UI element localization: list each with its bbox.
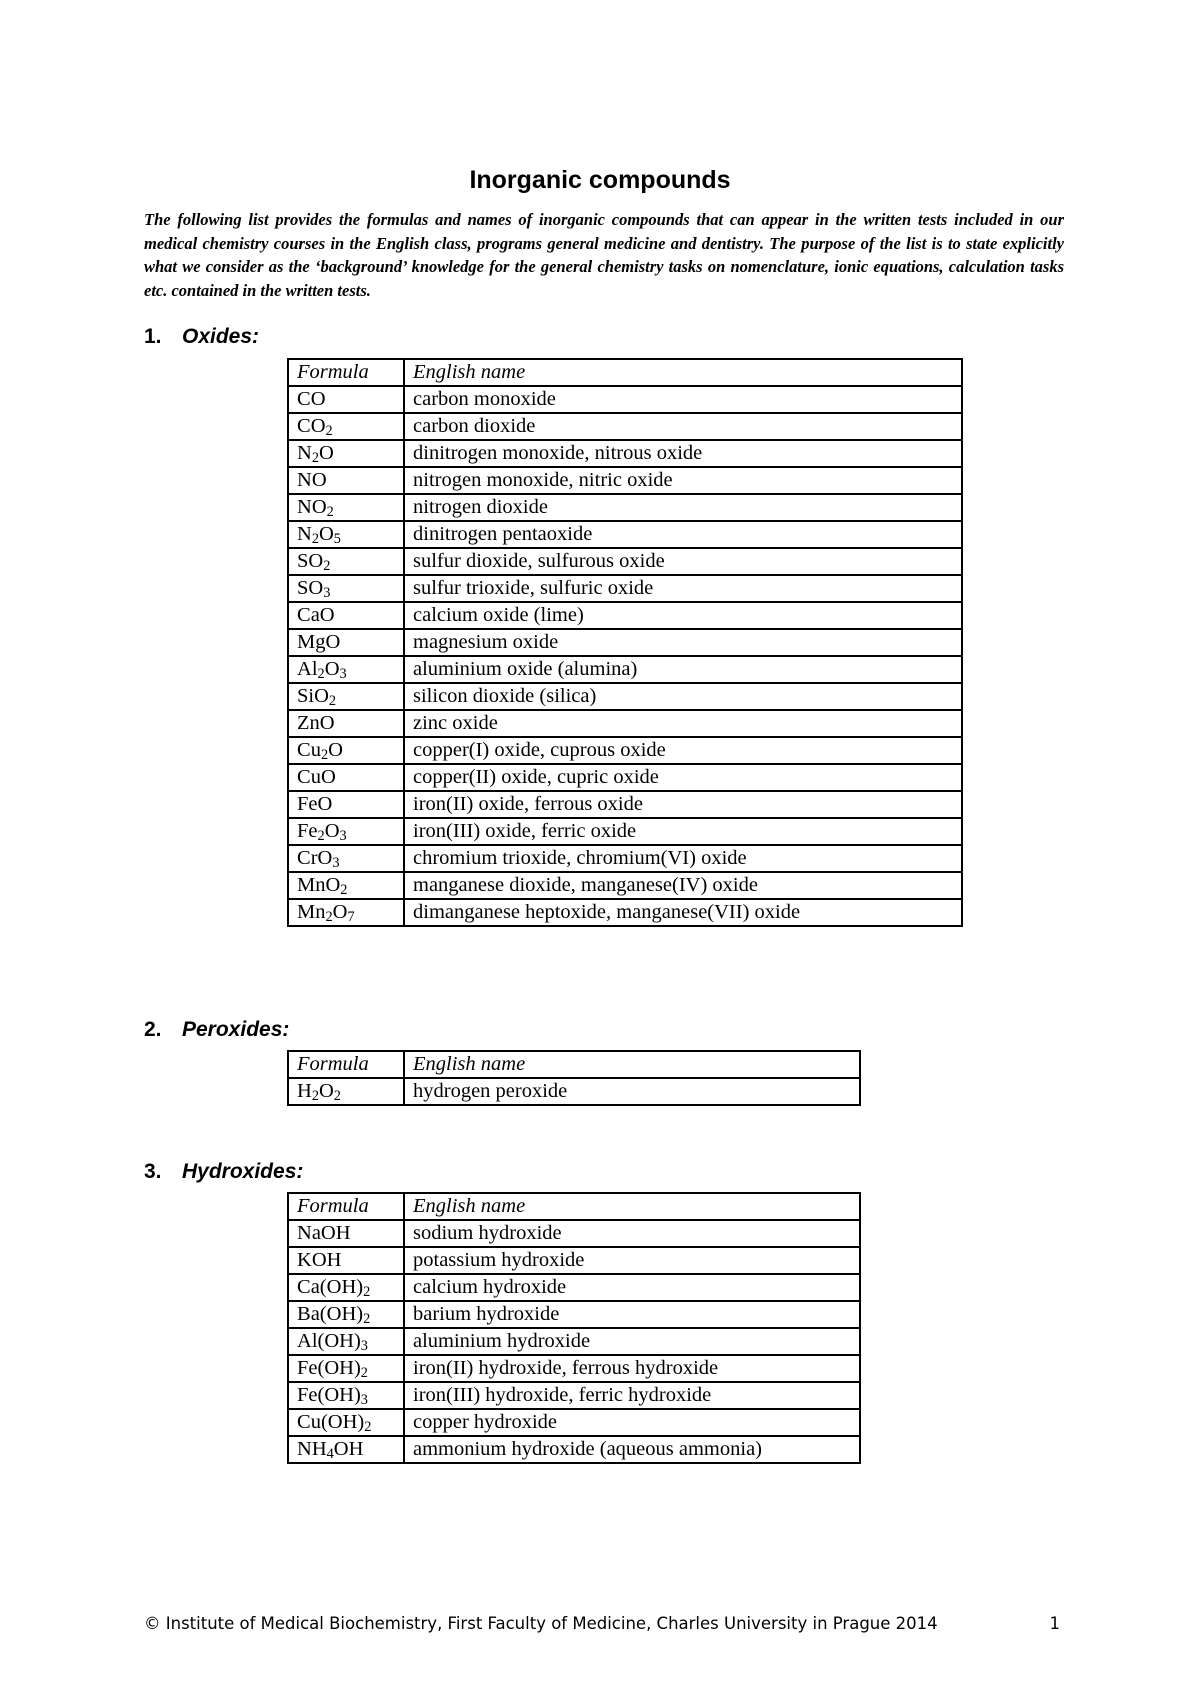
table-row xyxy=(288,1301,860,1328)
name-cell: carbon dioxide xyxy=(404,413,962,440)
page-footer xyxy=(144,1614,1064,1633)
name-cell: iron(II) oxide, ferrous oxide xyxy=(404,791,962,818)
formula-cell: $Ca(OH)_2$ xyxy=(288,1274,404,1301)
table-row xyxy=(288,764,962,791)
table-row xyxy=(288,548,962,575)
copyright-text: © Institute of Medical Biochemistry, First Faculty of Medicine, Charles University in Prague 2014 xyxy=(144,1614,938,1633)
name-cell: magnesium oxide xyxy=(404,629,962,656)
formula-cell: $NH_4OH$ xyxy=(288,1436,404,1463)
name-cell: carbon monoxide xyxy=(404,386,962,413)
table-row xyxy=(288,1409,860,1436)
name-cell: sodium hydroxide xyxy=(404,1220,860,1247)
name-cell: ammonium hydroxide (aqueous ammonia) xyxy=(404,1436,860,1463)
table-row xyxy=(288,629,962,656)
formula-cell: CuO xyxy=(288,764,404,791)
formula-cell: CO xyxy=(288,386,404,413)
table-row xyxy=(288,1247,860,1274)
name-cell: barium hydroxide xyxy=(404,1301,860,1328)
peroxides-table xyxy=(287,1050,861,1106)
table-row xyxy=(288,1436,860,1463)
name-cell: zinc oxide xyxy=(404,710,962,737)
name-cell: aluminium oxide (alumina) xyxy=(404,656,962,683)
table-row xyxy=(288,656,962,683)
name-cell: hydrogen peroxide xyxy=(404,1078,860,1105)
formula-cell: $Ba(OH)_2$ xyxy=(288,1301,404,1328)
name-cell: sulfur dioxide, sulfurous oxide xyxy=(404,548,962,575)
name-cell: copper hydroxide xyxy=(404,1409,860,1436)
intro-paragraph: The following list provides the formulas and names of inorganic compounds that can appear in the written tests included in our medical chemistry courses in the English class, programs general medicine and dentistry. The purpose of the list is to state explicitly what we consider as the ‘background’ knowledge for the general chemistry tasks on nomenclature, ionic equations, calculation tasks etc. contained in the written tests. xyxy=(144,210,1064,300)
table-row xyxy=(288,386,962,413)
name-cell: dimanganese heptoxide, manganese(VII) oxide xyxy=(404,899,962,926)
table-row xyxy=(288,1382,860,1409)
table-row xyxy=(288,1220,860,1247)
formula-cell: SiO$_2$ xyxy=(288,683,404,710)
section-heading-oxides xyxy=(144,325,259,349)
name-cell: copper(II) oxide, cupric oxide xyxy=(404,764,962,791)
formula-cell: $SO_3$ xyxy=(288,575,404,602)
name-cell: silicon dioxide (silica) xyxy=(404,683,962,710)
formula-cell: $NO_2$ xyxy=(288,494,404,521)
table-row xyxy=(288,872,962,899)
formula-cell: NO xyxy=(288,467,404,494)
table-row xyxy=(288,440,962,467)
formula-cell: $Cu(OH)_2$ xyxy=(288,1409,404,1436)
section-number: 2. xyxy=(144,1018,162,1041)
name-cell: chromium trioxide, chromium(VI) oxide xyxy=(404,845,962,872)
table-row xyxy=(288,683,962,710)
hydroxides-table xyxy=(287,1192,861,1464)
table-row xyxy=(288,710,962,737)
column-header-name: English name xyxy=(404,359,962,386)
formula-cell: MnO$_2$ xyxy=(288,872,404,899)
table-row xyxy=(288,494,962,521)
column-header-formula: Formula xyxy=(288,359,404,386)
formula-cell: KOH xyxy=(288,1247,404,1274)
table-row xyxy=(288,899,962,926)
section-heading-peroxides xyxy=(144,1018,289,1042)
name-cell: iron(III) hydroxide, ferric hydroxide xyxy=(404,1382,860,1409)
formula-cell: $Mn_2O_7$ xyxy=(288,899,404,926)
formula-cell: ZnO xyxy=(288,710,404,737)
formula-cell: $SO_2$ xyxy=(288,548,404,575)
formula-cell: $H_2O_2$ xyxy=(288,1078,404,1105)
column-header-formula: Formula xyxy=(288,1193,404,1220)
name-cell: nitrogen dioxide xyxy=(404,494,962,521)
table-row xyxy=(288,521,962,548)
table-row xyxy=(288,1328,860,1355)
column-header-formula: Formula xyxy=(288,1051,404,1078)
name-cell: manganese dioxide, manganese(IV) oxide xyxy=(404,872,962,899)
name-cell: nitrogen monoxide, nitric oxide xyxy=(404,467,962,494)
formula-cell: FeO xyxy=(288,791,404,818)
column-header-name: English name xyxy=(404,1051,860,1078)
table-row xyxy=(288,467,962,494)
name-cell: sulfur trioxide, sulfuric oxide xyxy=(404,575,962,602)
page-number: 1 xyxy=(1049,1614,1060,1633)
name-cell: iron(III) oxide, ferric oxide xyxy=(404,818,962,845)
formula-cell: $Fe(OH)_2$ xyxy=(288,1355,404,1382)
name-cell: calcium hydroxide xyxy=(404,1274,860,1301)
column-header-name: English name xyxy=(404,1193,860,1220)
name-cell: iron(II) hydroxide, ferrous hydroxide xyxy=(404,1355,860,1382)
name-cell: potassium hydroxide xyxy=(404,1247,860,1274)
table-row xyxy=(288,1274,860,1301)
formula-cell: $CO_2$ xyxy=(288,413,404,440)
name-cell: copper(I) oxide, cuprous oxide xyxy=(404,737,962,764)
page-title: Inorganic compounds xyxy=(469,166,731,194)
table-header-row xyxy=(288,359,962,386)
table-header-row xyxy=(288,1193,860,1220)
table-row xyxy=(288,1355,860,1382)
section-number: 1. xyxy=(144,325,162,348)
formula-cell: $Fe_2O_3$ xyxy=(288,818,404,845)
name-cell: dinitrogen monoxide, nitrous oxide xyxy=(404,440,962,467)
section-heading-hydroxides xyxy=(144,1160,303,1184)
section-title: Hydroxides: xyxy=(182,1160,304,1183)
table-row xyxy=(288,791,962,818)
table-row xyxy=(288,845,962,872)
formula-cell: $Fe(OH)_3$ xyxy=(288,1382,404,1409)
section-title: Peroxides: xyxy=(182,1018,290,1041)
formula-cell: $N_2O_5$ xyxy=(288,521,404,548)
section-number: 3. xyxy=(144,1160,162,1183)
table-header-row xyxy=(288,1051,860,1078)
name-cell: aluminium hydroxide xyxy=(404,1328,860,1355)
formula-cell: $N_2O$ xyxy=(288,440,404,467)
table-row xyxy=(288,413,962,440)
name-cell: calcium oxide (lime) xyxy=(404,602,962,629)
table-row xyxy=(288,818,962,845)
formula-cell: MgO xyxy=(288,629,404,656)
formula-cell: CrO$_3$ xyxy=(288,845,404,872)
oxides-table xyxy=(287,358,963,927)
table-row xyxy=(288,737,962,764)
table-row xyxy=(288,602,962,629)
table-row xyxy=(288,1078,860,1105)
table-row xyxy=(288,575,962,602)
section-title: Oxides: xyxy=(182,325,260,348)
formula-cell: CaO xyxy=(288,602,404,629)
formula-cell: $Al(OH)_3$ xyxy=(288,1328,404,1355)
name-cell: dinitrogen pentaoxide xyxy=(404,521,962,548)
formula-cell: NaOH xyxy=(288,1220,404,1247)
formula-cell: $Al_2O_3$ xyxy=(288,656,404,683)
formula-cell: $Cu_2O$ xyxy=(288,737,404,764)
